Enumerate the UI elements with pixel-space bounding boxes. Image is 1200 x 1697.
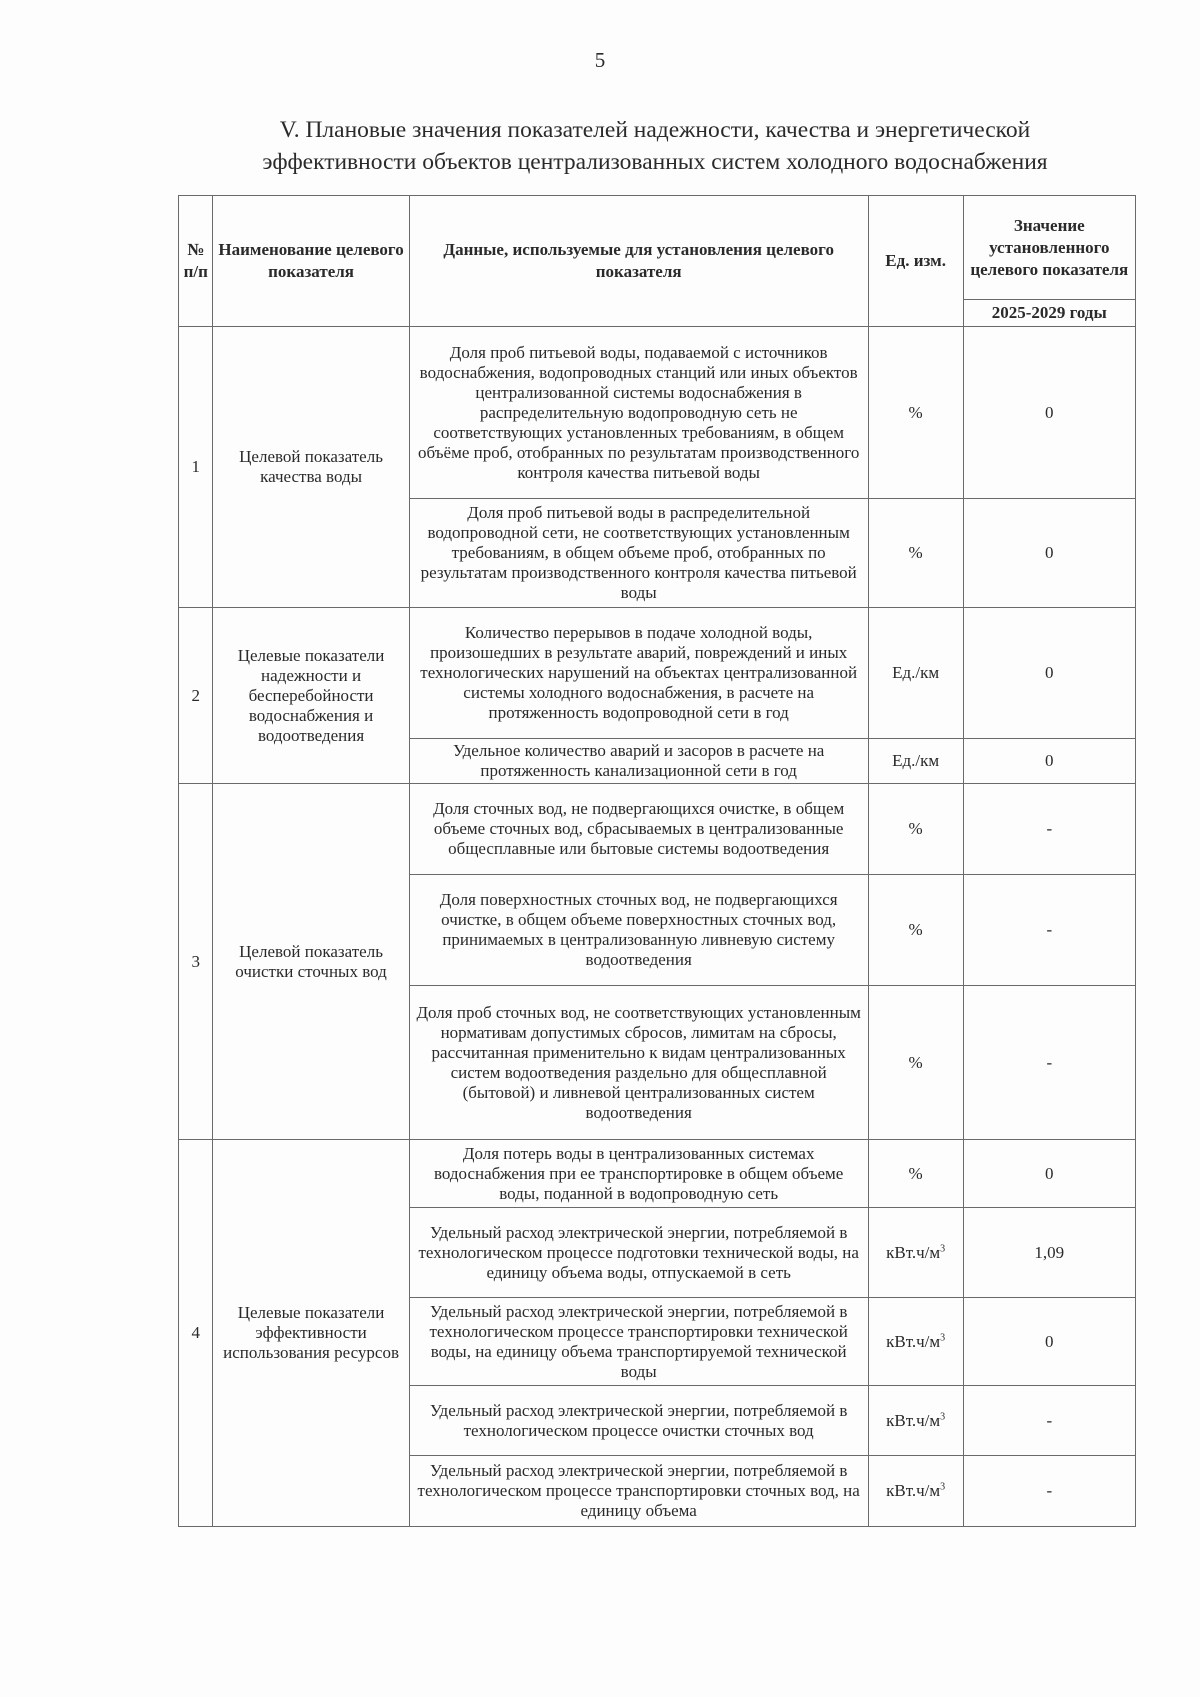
indicator-value: - (963, 1456, 1135, 1527)
indicator-unit (868, 1386, 963, 1456)
indicator-value: 0 (963, 499, 1135, 608)
indicator-unit: % (868, 327, 963, 499)
group-name: Целевые показатели надежности и бесперебойности водоснабжения и водоотведения (213, 608, 409, 784)
indicator-data: Доля проб питьевой воды в распределительной водопроводной сети, не соответствующих установленным требованиям, в общем объеме проб, отобранных по результатам производственного контроля качества питьевой воды (409, 499, 868, 608)
unit-superscript: 3 (940, 1242, 946, 1254)
unit-superscript: 3 (940, 1331, 946, 1343)
group-number: 4 (179, 1140, 213, 1527)
header-row (179, 196, 1136, 300)
unit-text: кВт.ч/м (886, 1410, 941, 1430)
indicator-unit: % (868, 1140, 963, 1208)
indicator-value: 0 (963, 327, 1135, 499)
unit-superscript: 3 (940, 1410, 946, 1422)
group-number: 1 (179, 327, 213, 608)
group-number: 2 (179, 608, 213, 784)
header-value: Значение установленного целевого показателя (963, 196, 1135, 300)
group-name: Целевой показатель качества воды (213, 327, 409, 608)
indicator-data: Количество перерывов в подаче холодной воды, произошедших в результате аварий, повреждений и иных технологических нарушений на объектах централизованной системы холодного водоснабжения, в расчете на протяженность водопроводной сети в год (409, 608, 868, 739)
indicator-value: 0 (963, 1298, 1135, 1386)
indicator-data: Доля потерь воды в централизованных системах водоснабжения при ее транспортировке в общем объеме воды, поданной в водопроводную сеть (409, 1140, 868, 1208)
indicators-table (178, 195, 1136, 1527)
indicator-unit: % (868, 875, 963, 986)
indicator-value: 0 (963, 739, 1135, 784)
group-name: Целевые показатели эффективности использования ресурсов (213, 1140, 409, 1527)
indicator-data: Доля сточных вод, не подвергающихся очистке, в общем объеме сточных вод, сбрасываемых в централизованные общесплавные или бытовые системы водоотведения (409, 784, 868, 875)
group-number: 3 (179, 784, 213, 1140)
group-name: Целевой показатель очистки сточных вод (213, 784, 409, 1140)
header-name: Наименование целевого показателя (213, 196, 409, 327)
indicator-value: 0 (963, 1140, 1135, 1208)
indicator-value: - (963, 875, 1135, 986)
indicator-data: Доля проб питьевой воды, подаваемой с источников водоснабжения, водопроводных станций или иных объектов централизованной системы водоснабжения в распределительную водопроводную сеть не соответствующих установленных требованиям, в общем объёме проб, отобранных по результатам производственного контроля качества питьевой воды (409, 327, 868, 499)
indicator-unit: Ед./км (868, 608, 963, 739)
indicator-data: Удельный расход электрической энергии, потребляемой в технологическом процессе подготовки технической воды, на единицу объема воды, отпускаемой в сеть (409, 1208, 868, 1298)
indicator-unit (868, 1298, 963, 1386)
indicator-unit (868, 1456, 963, 1527)
indicator-unit: % (868, 784, 963, 875)
indicator-unit: % (868, 499, 963, 608)
unit-superscript: 3 (940, 1481, 946, 1493)
section-title (180, 114, 1130, 178)
indicator-unit (868, 1208, 963, 1298)
indicator-value: 1,09 (963, 1208, 1135, 1298)
indicator-value: 0 (963, 608, 1135, 739)
header-data: Данные, используемые для установления целевого показателя (409, 196, 868, 327)
table-row (179, 1140, 1136, 1208)
table-row (179, 608, 1136, 739)
indicator-data: Доля поверхностных сточных вод, не подвергающихся очистке, в общем объеме поверхностных сточных вод, принимаемых в централизованную ливневую систему водоотведения (409, 875, 868, 986)
section-title-line1: V. Плановые значения показателей надежности, качества и энергетической (279, 117, 1031, 143)
section-title-line2: эффективности объектов централизованных систем холодного водоснабжения (262, 149, 1048, 175)
unit-text: кВт.ч/м (886, 1242, 941, 1262)
header-unit: Ед. изм. (868, 196, 963, 327)
header-num: № п/п (179, 196, 213, 327)
unit-text: кВт.ч/м (886, 1481, 941, 1500)
table-row (179, 327, 1136, 499)
indicator-value: - (963, 1386, 1135, 1456)
page-number: 5 (594, 48, 606, 72)
indicator-unit: % (868, 986, 963, 1140)
indicator-data: Удельное количество аварий и засоров в расчете на протяженность канализационной сети в год (409, 739, 868, 784)
indicator-data: Доля проб сточных вод, не соответствующих установленным нормативам допустимых сбросов, лимитам на сбросы, рассчитанная применительно к видам централизованных систем водоотведения раздельно для общесплавной (бытовой) и ливневой централизованных систем водоотведения (409, 986, 868, 1140)
table-row (179, 784, 1136, 875)
header-period: 2025-2029 годы (963, 300, 1135, 327)
indicator-data: Удельный расход электрической энергии, потребляемой в технологическом процессе транспортировки сточных вод, на единицу объема (409, 1456, 868, 1527)
indicator-data: Удельный расход электрической энергии, потребляемой в технологическом процессе очистки сточных вод (409, 1386, 868, 1456)
indicator-value: - (963, 784, 1135, 875)
unit-text: кВт.ч/м (886, 1331, 941, 1351)
indicator-data: Удельный расход электрической энергии, потребляемой в технологическом процессе транспортировки технической воды, на единицу объема транспортируемой технической воды (409, 1298, 868, 1386)
indicator-unit: Ед./км (868, 739, 963, 784)
indicator-value: - (963, 986, 1135, 1140)
